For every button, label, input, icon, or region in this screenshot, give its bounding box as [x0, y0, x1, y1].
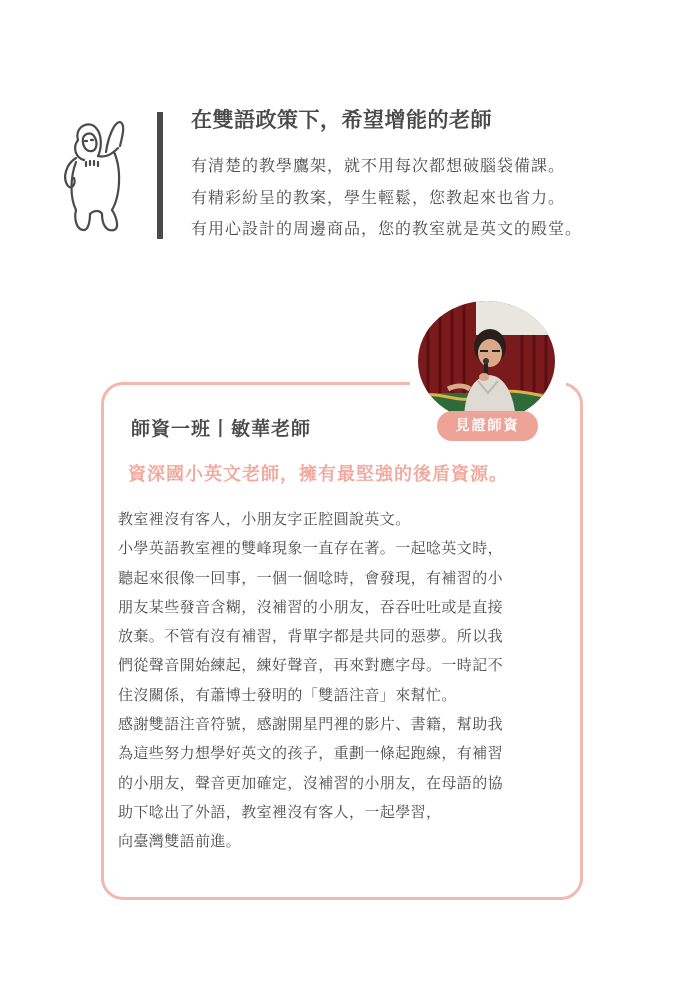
intro-lines	[191, 150, 582, 245]
body-line: 助下唸出了外語，教室裡沒有客人，一起學習，	[118, 802, 442, 821]
intro-line: 有精彩紛呈的教案，學生輕鬆，您教起來也省力。	[191, 187, 566, 207]
body-line: 為這些努力想學好英文的孩子，重劃一條起跑線，有補習	[118, 744, 504, 763]
intro-line: 有清楚的教學鷹架，就不用每次都想破腦袋備課。	[191, 156, 566, 175]
body-line: 教室裡沒有客人，小朋友字正腔圓說英文。	[118, 510, 411, 528]
body-line: 小學英語教室裡的雙峰現象一直存在著。一起唸英文時，	[118, 539, 504, 558]
testimonial-headline: 資深國小英文老師，擁有最堅強的後盾資源。	[128, 464, 508, 485]
teacher-name: 師資一班丨敏華老師	[131, 418, 312, 440]
body-line: 們從聲音開始練起，練好聲音，再來對應字母。一時記不	[118, 656, 504, 675]
body-line: 的小朋友，聲音更加確定，沒補習的小朋友，在母語的協	[118, 773, 504, 792]
title-accent-bar	[157, 112, 163, 239]
body-line: 放棄。不管有沒有補習，背單字都是共同的惡夢。所以我	[118, 627, 504, 646]
body-line: 感謝雙語注音符號，感謝開星門裡的影片、書籍，幫助我	[118, 715, 504, 734]
body-line: 住沒關係，有蕭博士發明的「雙語注音」來幫忙。	[118, 685, 457, 704]
testimonial-body	[118, 505, 583, 857]
body-line: 聽起來很像一回事，一個一個唸時，會發現，有補習的小	[118, 568, 504, 587]
intro-line: 有用心設計的周邊商品，您的教室就是英文的殿堂。	[191, 219, 583, 238]
body-line: 朋友某些發音含糊，沒補習的小朋友，吞吞吐吐或是直接	[118, 597, 504, 616]
mascot-illustration	[56, 118, 128, 236]
testimonial-badge: 見證師資	[437, 411, 538, 441]
teacher-photo	[418, 301, 555, 421]
intro-title: 在雙語政策下，希望增能的老師	[191, 108, 492, 132]
body-line: 向臺灣雙語前進。	[118, 832, 242, 851]
